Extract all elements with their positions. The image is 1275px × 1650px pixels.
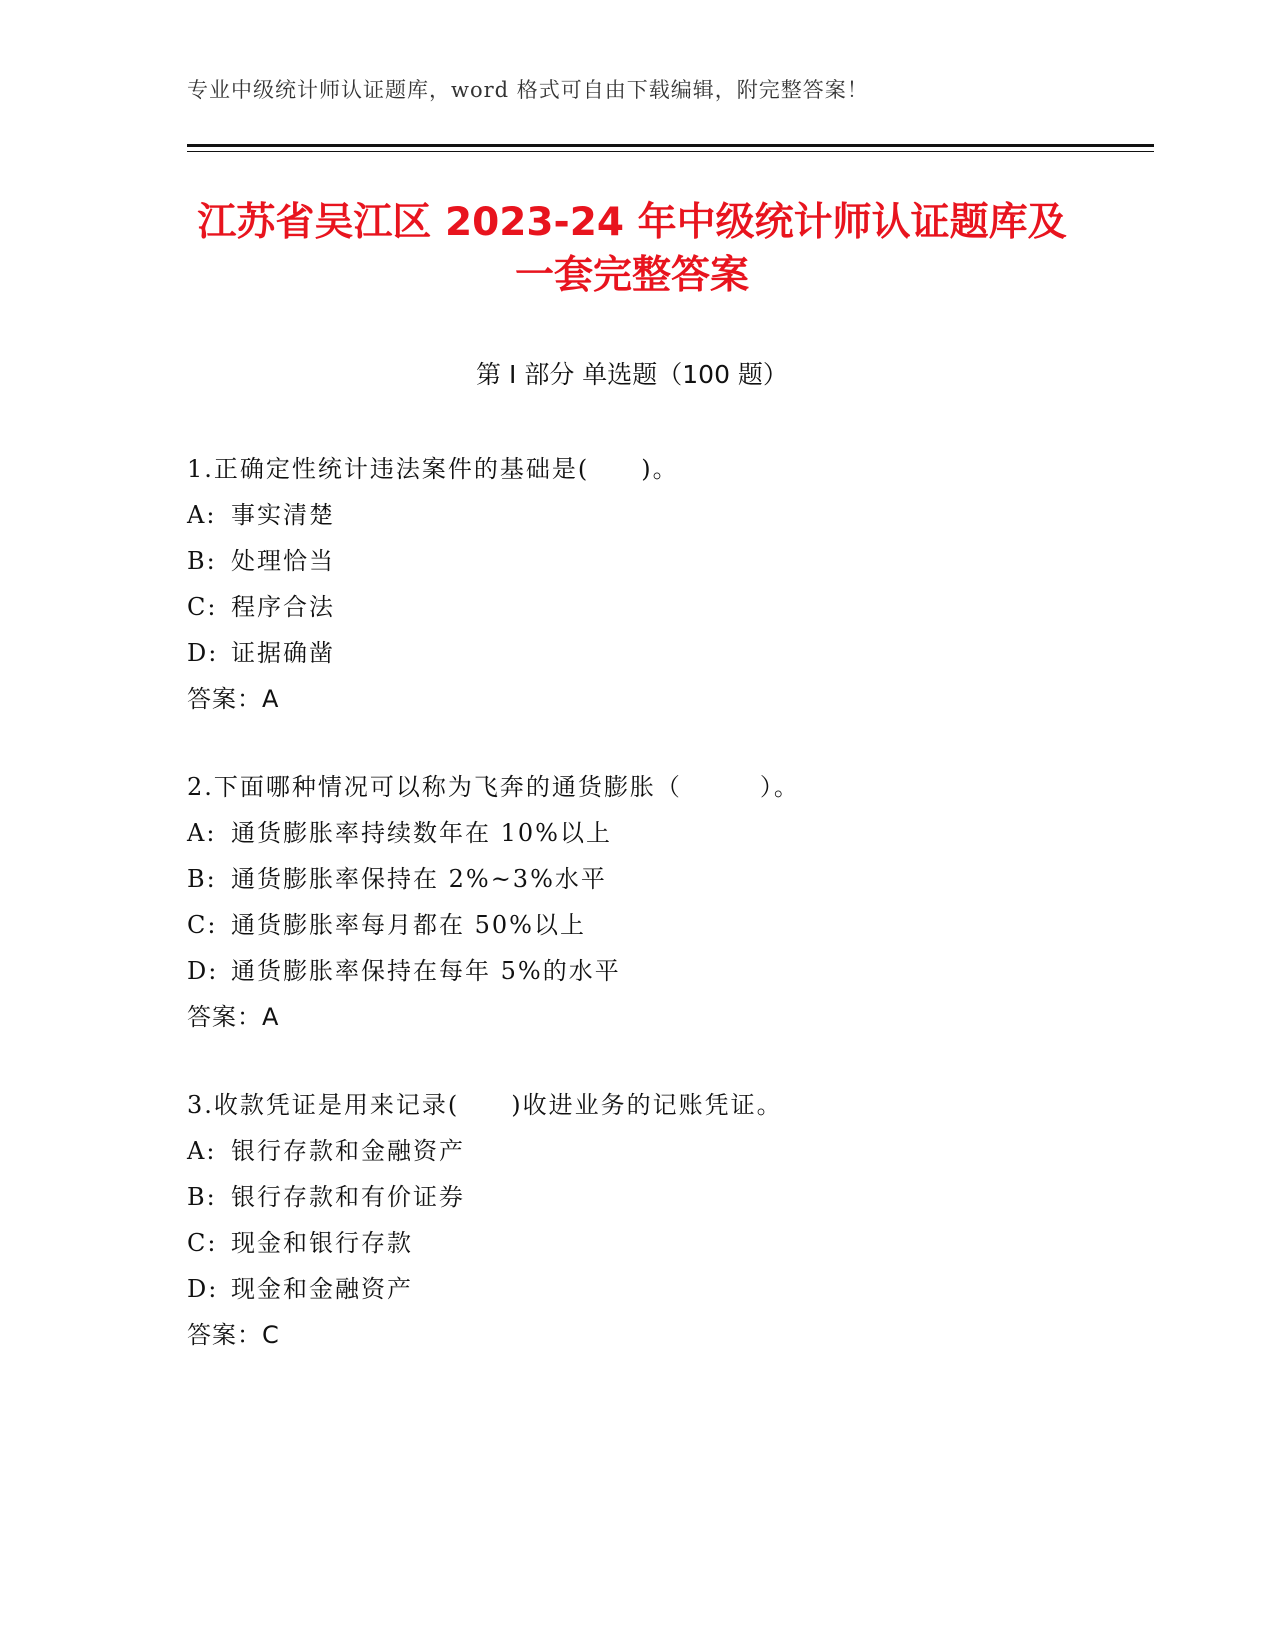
option-letter: B: <box>187 547 217 575</box>
question-stem: 3.收款凭证是用来记录( )收进业务的记账凭证。 <box>187 1091 783 1119</box>
option-a <box>187 1128 1147 1174</box>
document-title: 江苏省吴江区 2023-24 年中级统计师认证题库及一套完整答案 <box>197 200 1067 298</box>
option-d <box>187 630 1147 676</box>
option-text: 通货膨胀率保持在 2%~3%水平 <box>231 865 607 893</box>
section-heading: 第 I 部分 单选题（100 题） <box>476 360 788 389</box>
question-stem: 2.下面哪种情况可以称为飞奔的通货膨胀（ ）。 <box>187 773 800 801</box>
option-letter: C: <box>187 593 218 621</box>
question-stem: 1.正确定性统计违法案件的基础是( )。 <box>187 455 679 483</box>
option-b <box>187 538 1147 584</box>
option-d <box>187 948 1147 994</box>
option-letter: B: <box>187 865 217 893</box>
option-letter: D: <box>187 1275 219 1303</box>
answer-line: 答案：A <box>187 685 280 713</box>
option-letter: C: <box>187 1229 218 1257</box>
option-letter: D: <box>187 639 219 667</box>
option-text: 通货膨胀率每月都在 50%以上 <box>231 911 586 939</box>
option-letter: A: <box>187 819 217 847</box>
option-text: 通货膨胀率持续数年在 10%以上 <box>231 819 612 847</box>
option-text: 事实清楚 <box>231 501 335 529</box>
option-c <box>187 584 1147 630</box>
option-text: 证据确凿 <box>231 639 335 667</box>
option-a <box>187 492 1147 538</box>
option-text: 现金和银行存款 <box>231 1229 413 1257</box>
option-b <box>187 856 1147 902</box>
option-text: 程序合法 <box>231 593 335 621</box>
option-a <box>187 810 1147 856</box>
header-note: 专业中级统计师认证题库，word 格式可自由下载编辑，附完整答案！ <box>187 78 869 102</box>
option-text: 处理恰当 <box>231 547 335 575</box>
option-b <box>187 1174 1147 1220</box>
option-letter: D: <box>187 957 219 985</box>
header-rule-thin <box>187 151 1154 152</box>
option-text: 银行存款和金融资产 <box>231 1137 465 1165</box>
option-text: 银行存款和有价证券 <box>231 1183 465 1211</box>
option-text: 通货膨胀率保持在每年 5%的水平 <box>231 957 621 985</box>
option-letter: A: <box>187 1137 217 1165</box>
question-2 <box>187 764 1147 1040</box>
option-c <box>187 902 1147 948</box>
option-c <box>187 1220 1147 1266</box>
question-list <box>187 446 1147 1400</box>
answer-line: 答案：A <box>187 1003 280 1031</box>
header-rule-thick <box>187 144 1154 147</box>
option-letter: A: <box>187 501 217 529</box>
answer-line: 答案：C <box>187 1321 280 1349</box>
option-letter: B: <box>187 1183 217 1211</box>
option-text: 现金和金融资产 <box>231 1275 413 1303</box>
question-1 <box>187 446 1147 722</box>
option-d <box>187 1266 1147 1312</box>
option-letter: C: <box>187 911 218 939</box>
question-3 <box>187 1082 1147 1358</box>
